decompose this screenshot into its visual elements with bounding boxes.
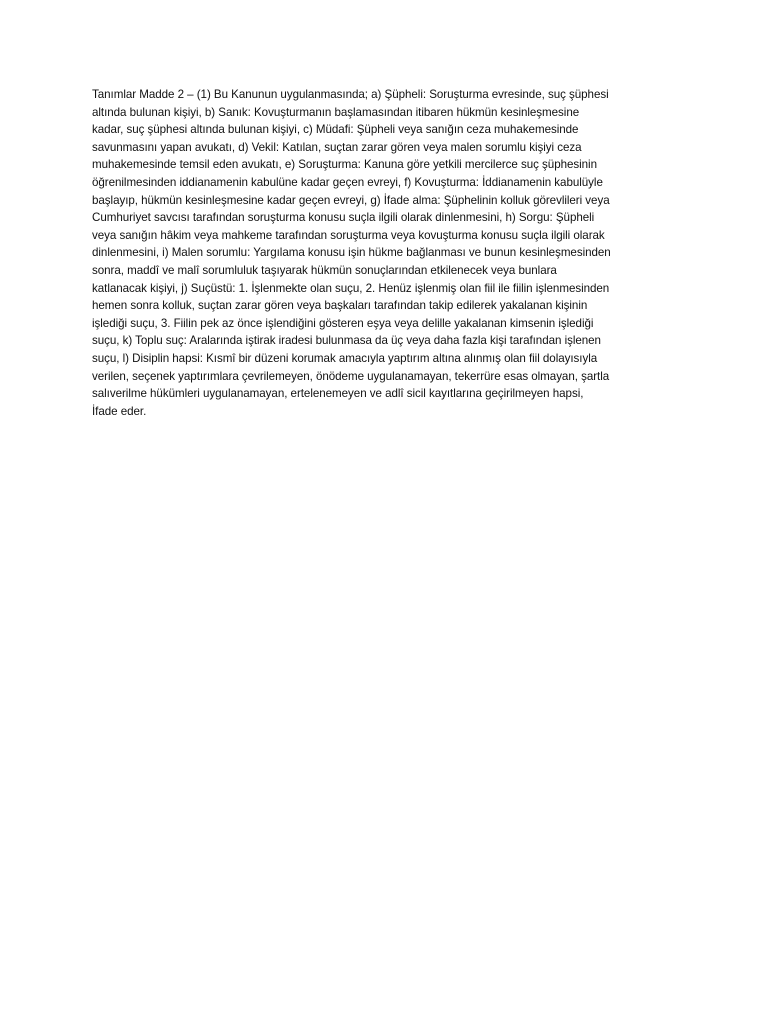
text-line: altında bulunan kişiyi, b) Sanık: Kovuşturmanın başlamasından itibaren hükmün kesinleşmesine bbox=[92, 105, 580, 119]
text-line: katlanacak kişiyi, j) Suçüstü: 1. İşlenmekte olan suçu, 2. Henüz işlenmiş olan fiil ile fiilin işlenmesinden bbox=[92, 281, 610, 295]
text-line: sonra, maddî ve malî sorumluluk taşıyarak hükmün sonuçlarından etkilenecek veya bunlara bbox=[92, 263, 557, 277]
text-line: savunmasını yapan avukatı, d) Vekil: Katılan, suçtan zarar gören veya malen sorumlu kişiyi ceza bbox=[92, 140, 582, 154]
text-line: Cumhuriyet savcısı tarafından soruşturma konusu suçla ilgili olarak dinlenmesini, h) Sorgu: Şüpheli bbox=[92, 211, 595, 225]
text-line: veya sanığın hâkim veya mahkeme tarafından soruşturma veya kovuşturma konusu suçla ilgili olarak bbox=[92, 228, 605, 242]
text-line: dinlenmesini, i) Malen sorumlu: Yargılama konusu işin hükme bağlanması ve bunun kesinleşmesinden bbox=[92, 246, 611, 260]
text-line: hemen sonra kolluk, suçtan zarar gören veya başkaları tarafından takip edilerek yakalanan kişinin bbox=[92, 299, 588, 313]
text-line: öğrenilmesinden iddianamenin kabulüne kadar geçen evreyi, f) Kovuşturma: İddianamenin kabulüyle bbox=[92, 175, 603, 189]
text-line: İfade eder. bbox=[92, 404, 147, 418]
definitions-paragraph bbox=[92, 86, 692, 420]
text-line: başlayıp, hükmün kesinleşmesine kadar geçen evreyi, g) İfade alma: Şüphelinin kolluk görevlileri veya bbox=[92, 193, 610, 207]
text-line: kadar, suç şüphesi altında bulunan kişiyi, c) Müdafi: Şüpheli veya sanığın ceza muhakemesinde bbox=[92, 123, 579, 137]
text-line: Tanımlar Madde 2 – (1) Bu Kanunun uygulanmasında; a) Şüpheli: Soruşturma evresinde, suç şüphesi bbox=[92, 88, 609, 101]
text-line: verilen, seçenek yaptırımlara çevrilemeyen, önödeme uygulanamayan, tekerrüre esas olmayan, şartla bbox=[92, 369, 610, 383]
text-line: muhakemesinde temsil eden avukatı, e) Soruşturma: Kanuna göre yetkili mercilerce suç şüphesinin bbox=[92, 158, 597, 172]
text-line: suçu, k) Toplu suç: Aralarında iştirak iradesi bulunmasa da üç veya daha fazla kişi tarafından işlenen bbox=[92, 334, 601, 348]
text-line: suçu, l) Disiplin hapsi: Kısmî bir düzeni korumak amacıyla yaptırım altına alınmış olan fiil dolayısıyla bbox=[92, 351, 598, 365]
text-line: işlediği suçu, 3. Fiilin pek az önce işlendiğini gösteren eşya veya delille yakalanan kimsenin işlediği bbox=[92, 316, 594, 330]
text-line: salıverilme hükümleri uygulanamayan, ertelenemeyen ve adlî sicil kayıtlarına geçirilmeyen hapsi, bbox=[92, 387, 584, 401]
